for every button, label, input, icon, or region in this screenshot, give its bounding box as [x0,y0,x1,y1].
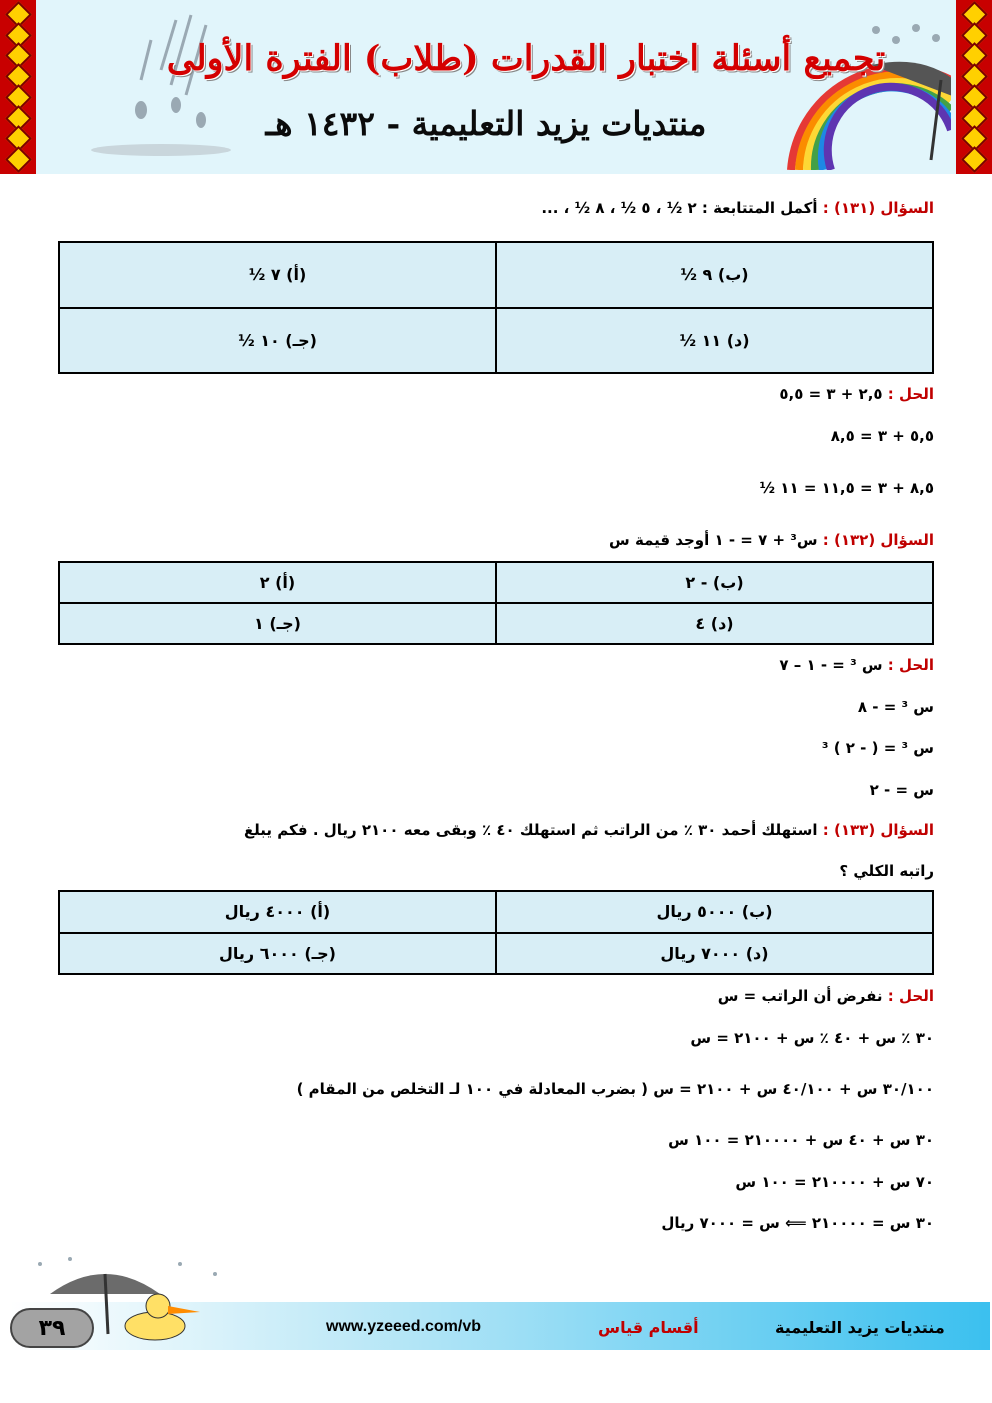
solution-step: س ³ = - ٨ [857,698,934,716]
question-text-continued: راتبه الكلي ؟ [839,862,934,880]
solution-step: ٣٠ س = ٢١٠٠٠٠ ⟸ س = ٧٠٠٠ ريال [661,1214,934,1232]
solution-step: ٨,٥ + ٣ = ١١,٥ = ١١ ½ [759,479,934,497]
solution-step: س ³ = - ١ – ٧ [779,656,883,674]
options-table [58,561,934,645]
option-c: (جـ) ١ [59,603,496,644]
question-132 [609,531,934,549]
question-label: السؤال (١٣٢) : [822,531,934,549]
question-label: السؤال (١٣٣) : [822,821,934,839]
solution-label: الحل : [887,385,934,403]
footer-url-link[interactable]: www.yzeeed.com/vb [326,1318,482,1335]
document-subtitle: منتديات يزيد التعليمية - ١٤٣٢ هـ [265,104,707,143]
option-b: (ب) ٥٠٠٠ ريال [496,891,933,933]
option-a: (أ) ٢ [59,562,496,603]
solution-step: ٧٠ س + ٢١٠٠٠٠ = ١٠٠ س [735,1173,934,1191]
header-banner [36,0,956,174]
question-131 [541,199,934,217]
option-d: (د) ٤ [496,603,933,644]
option-c: (جـ) ٦٠٠٠ ريال [59,933,496,975]
rainbow-umbrella-illustration [781,10,951,170]
document-title: تجميع أسئلة اختبار القدرات (طلاب) الفترة الأولى [166,38,886,79]
solution-line [779,656,934,674]
option-c: (جـ) ١٠ ½ [59,308,496,374]
solution-step: ٣٠ ٪ س + ٤٠ ٪ س + ٢١٠٠ = س [690,1029,934,1047]
solution-step: ٥,٥ + ٣ = ٨,٥ [830,427,934,445]
footer-forum-name: منتديات يزيد التعليمية [775,1318,945,1337]
option-a: (أ) ٧ ½ [59,242,496,308]
page-number-badge: ٣٩ [10,1308,94,1348]
option-b: (ب) - ٢ [496,562,933,603]
question-text: استهلك أحمد ٣٠ ٪ من الراتب ثم استهلك ٤٠ ٪ وبقى معه ٢١٠٠ ريال . فكم يبلغ [243,821,818,839]
solution-line [718,987,934,1005]
solution-label: الحل : [887,656,934,674]
solution-step: ٣٠/١٠٠ س + ٤٠/١٠٠ س + ٢١٠٠ = س ( بضرب المعادلة في ١٠٠ لـ التخلص من المقام ) [296,1080,934,1098]
solution-step: ٣٠ س + ٤٠ س + ٢١٠٠٠٠ = ١٠٠ س [668,1131,934,1149]
footer-sections-link[interactable]: أقسام قياس [598,1318,699,1337]
options-table [58,890,934,975]
question-text: أكمل المتتابعة : ٢ ½ ، ٥ ½ ، ٨ ½ ، ... [541,199,818,217]
solution-line [779,385,934,403]
option-d: (د) ١١ ½ [496,308,933,374]
decorative-border-left [0,0,36,174]
question-text: س³ + ٧ = - ١ أوجد قيمة س [609,531,818,549]
solution-step: نفرض أن الراتب = س [717,987,883,1005]
decorative-border-right [956,0,992,174]
option-d: (د) ٧٠٠٠ ريال [496,933,933,975]
question-label: السؤال (١٣١) : [822,199,934,217]
option-a: (أ) ٤٠٠٠ ريال [59,891,496,933]
solution-step: ٢,٥ + ٣ = ٥,٥ [779,385,883,403]
option-b: (ب) ٩ ½ [496,242,933,308]
solution-step: س ³ = ( - ٢ ) ³ [821,739,934,757]
solution-label: الحل : [887,987,934,1005]
options-table [58,241,934,374]
question-133 [244,821,934,839]
solution-step: س = - ٢ [869,781,934,799]
